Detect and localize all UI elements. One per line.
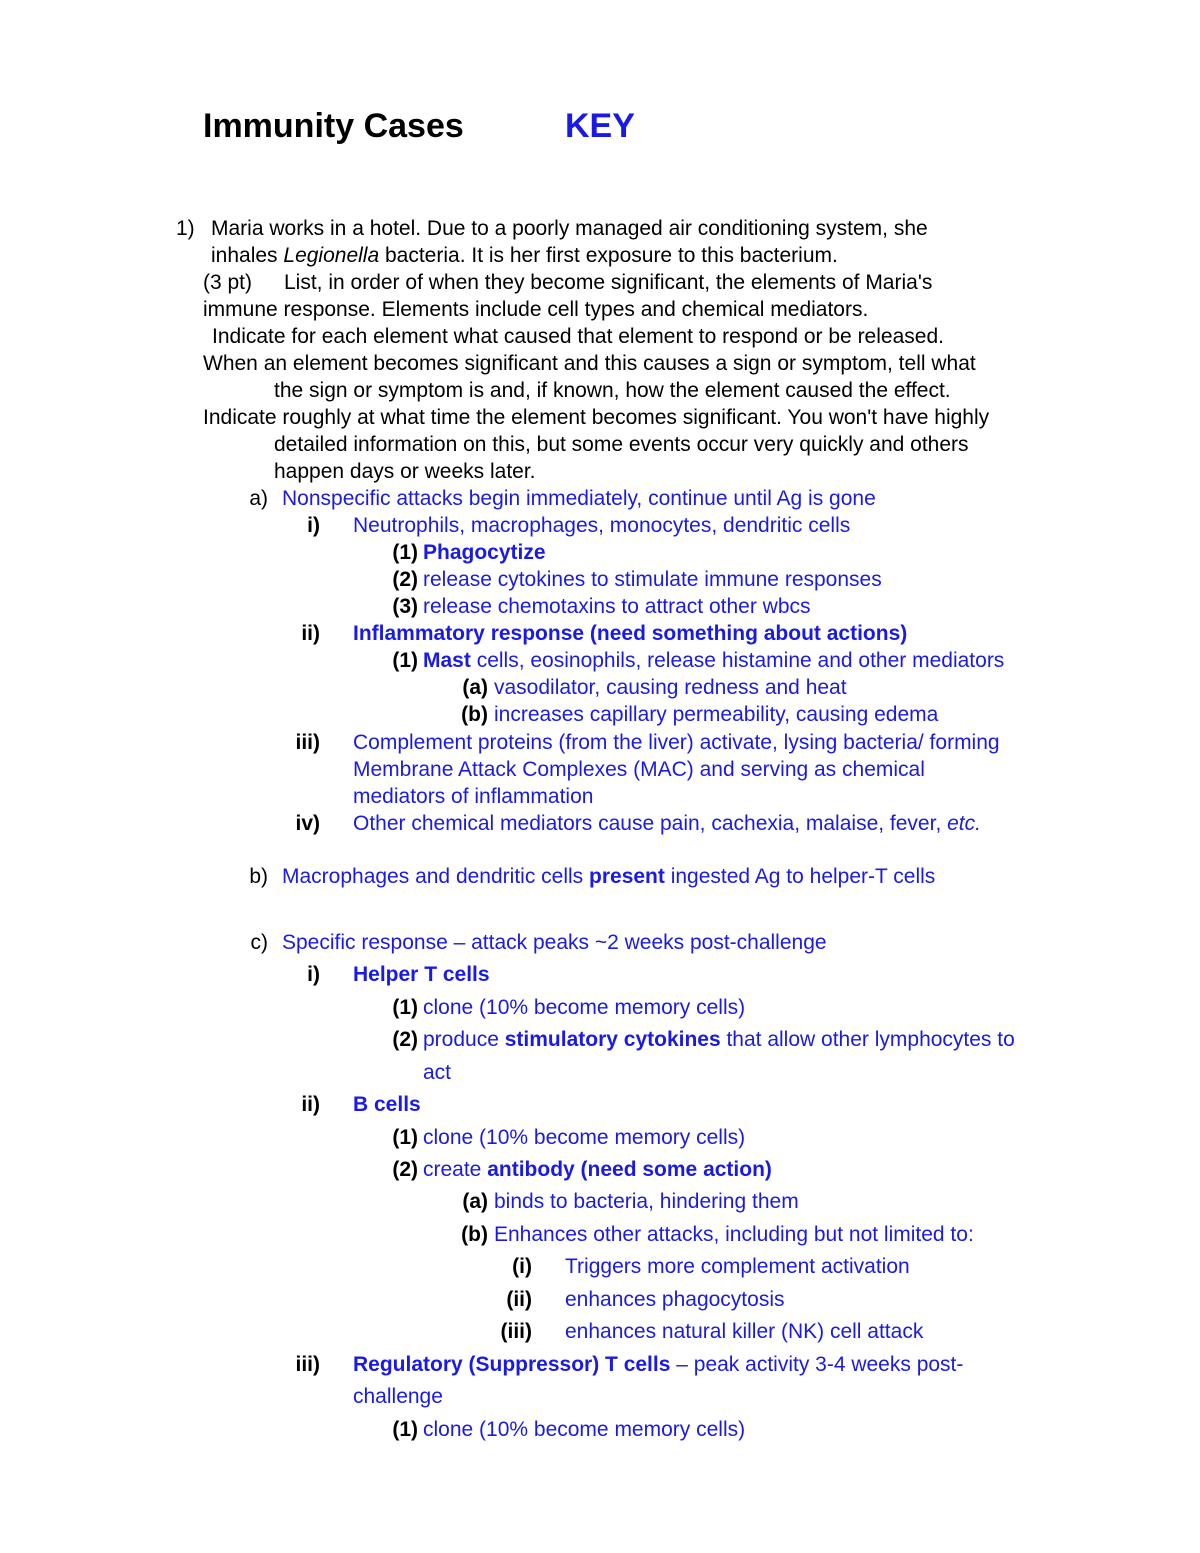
- answer-a-i-3-marker: (3): [392, 595, 418, 618]
- answer-c-i-text: Helper T cells: [353, 963, 490, 986]
- question-line-3: List, in order of when they become significant, the elements of Maria's: [284, 271, 933, 294]
- answer-c-ii-b-iii-marker: (iii): [500, 1320, 532, 1343]
- answer-c-i-2-text: produce stimulatory cytokines that allow other lymphocytes to: [423, 1028, 1015, 1051]
- answer-c-ii-1-marker: (1): [392, 1126, 418, 1149]
- answer-c-text: Specific response – attack peaks ~2 weeks post-challenge: [282, 931, 827, 954]
- answer-a-marker: a): [249, 487, 268, 510]
- points-label: (3 pt): [203, 271, 253, 294]
- answer-a-iii-line-3: mediators of inflammation: [353, 785, 594, 808]
- answer-c-i-marker: i): [307, 963, 320, 986]
- answer-c-i-1-marker: (1): [392, 996, 418, 1019]
- answer-a-iii-marker: iii): [295, 731, 320, 754]
- answer-c-ii-text: B cells: [353, 1093, 421, 1116]
- question-line-7: the sign or symptom is and, if known, how the element caused the effect.: [274, 379, 951, 402]
- answer-c-ii-2-text: create antibody (need some action): [423, 1158, 772, 1181]
- answer-b-marker: b): [249, 865, 268, 888]
- answer-a-text: Nonspecific attacks begin immediately, continue until Ag is gone: [282, 487, 876, 510]
- answer-c-ii-b-i-marker: (i): [512, 1255, 532, 1278]
- answer-a-i-3-text: release chemotaxins to attract other wbcs: [423, 595, 811, 618]
- answer-c-ii-1-text: clone (10% become memory cells): [423, 1126, 746, 1149]
- question-line-2: inhales Legionella bacteria. It is her first exposure to this bacterium.: [211, 244, 838, 267]
- answer-c-iii-1-text: clone (10% become memory cells): [423, 1418, 746, 1441]
- answer-c-iii-1-marker: (1): [392, 1418, 418, 1441]
- document-title: Immunity Cases: [203, 107, 464, 145]
- organism-name: Legionella: [283, 244, 380, 267]
- question-line-1: Maria works in a hotel. Due to a poorly managed air conditioning system, she: [211, 217, 928, 240]
- answer-a-i-text: Neutrophils, macrophages, monocytes, dendritic cells: [353, 514, 851, 537]
- answer-a-iii-line-1: Complement proteins (from the liver) activate, lysing bacteria/ forming: [353, 731, 1000, 754]
- answer-a-i-2-marker: (2): [392, 568, 418, 591]
- answer-c-ii-b-ii-marker: (ii): [506, 1288, 532, 1311]
- answer-c-ii-b-text: Enhances other attacks, including but not limited to:: [494, 1223, 974, 1246]
- answer-a-ii-marker: ii): [301, 622, 320, 645]
- answer-a-iii-line-2: Membrane Attack Complexes (MAC) and serving as chemical: [353, 758, 925, 781]
- answer-a-i-marker: i): [307, 514, 320, 537]
- question-line-6: When an element becomes significant and this causes a sign or symptom, tell what: [203, 352, 976, 375]
- question-number: 1): [176, 217, 195, 240]
- answer-c-ii-2-marker: (2): [392, 1158, 418, 1181]
- answer-c-i-2-text-cont: act: [423, 1061, 452, 1084]
- answer-a-i-1-text: Phagocytize: [423, 541, 546, 564]
- answer-a-ii-b-text: increases capillary permeability, causing edema: [494, 703, 939, 726]
- answer-b-text: Macrophages and dendritic cells present ingested Ag to helper-T cells: [282, 865, 936, 888]
- answer-a-ii-b-marker: (b): [461, 703, 488, 726]
- answer-c-iii-marker: iii): [295, 1353, 320, 1376]
- question-line-4: immune response. Elements include cell types and chemical mediators.: [203, 298, 869, 321]
- answer-a-ii-a-marker: (a): [462, 676, 488, 699]
- question-line-8: Indicate roughly at what time the element becomes significant. You won't have highly: [203, 406, 990, 429]
- answer-c-ii-b-marker: (b): [461, 1223, 488, 1246]
- answer-c-ii-b-i-text: Triggers more complement activation: [565, 1255, 910, 1278]
- answer-a-ii-1-marker: (1): [392, 649, 418, 672]
- question-line-9: detailed information on this, but some events occur very quickly and others: [274, 433, 969, 456]
- answer-c-ii-a-marker: (a): [462, 1190, 488, 1213]
- answer-c-iii-text: Regulatory (Suppressor) T cells – peak activity 3-4 weeks post-: [353, 1353, 964, 1376]
- answer-c-ii-b-ii-text: enhances phagocytosis: [565, 1288, 785, 1311]
- answer-a-iv-text: Other chemical mediators cause pain, cachexia, malaise, fever, etc.: [353, 812, 981, 835]
- answer-a-i-1-marker: (1): [392, 541, 418, 564]
- answer-a-i-2-text: release cytokines to stimulate immune responses: [423, 568, 882, 591]
- answer-a-iv-marker: iv): [295, 812, 320, 835]
- answer-a-ii-a-text: vasodilator, causing redness and heat: [494, 676, 847, 699]
- answer-c-iii-text-cont: challenge: [353, 1385, 443, 1408]
- answer-a-ii-text: Inflammatory response (need something about actions): [353, 622, 908, 645]
- answer-c-i-2-marker: (2): [392, 1028, 418, 1051]
- question-line-10: happen days or weeks later.: [274, 460, 536, 483]
- answer-c-ii-a-text: binds to bacteria, hindering them: [494, 1190, 799, 1213]
- answer-c-ii-b-iii-text: enhances natural killer (NK) cell attack: [565, 1320, 924, 1343]
- answer-c-marker: c): [250, 931, 268, 954]
- key-label: KEY: [565, 107, 635, 145]
- answer-a-ii-1-text: Mast cells, eosinophils, release histamine and other mediators: [423, 649, 1005, 672]
- question-line-5: Indicate for each element what caused that element to respond or be released.: [212, 325, 944, 348]
- answer-c-i-1-text: clone (10% become memory cells): [423, 996, 746, 1019]
- answer-c-ii-marker: ii): [301, 1093, 320, 1116]
